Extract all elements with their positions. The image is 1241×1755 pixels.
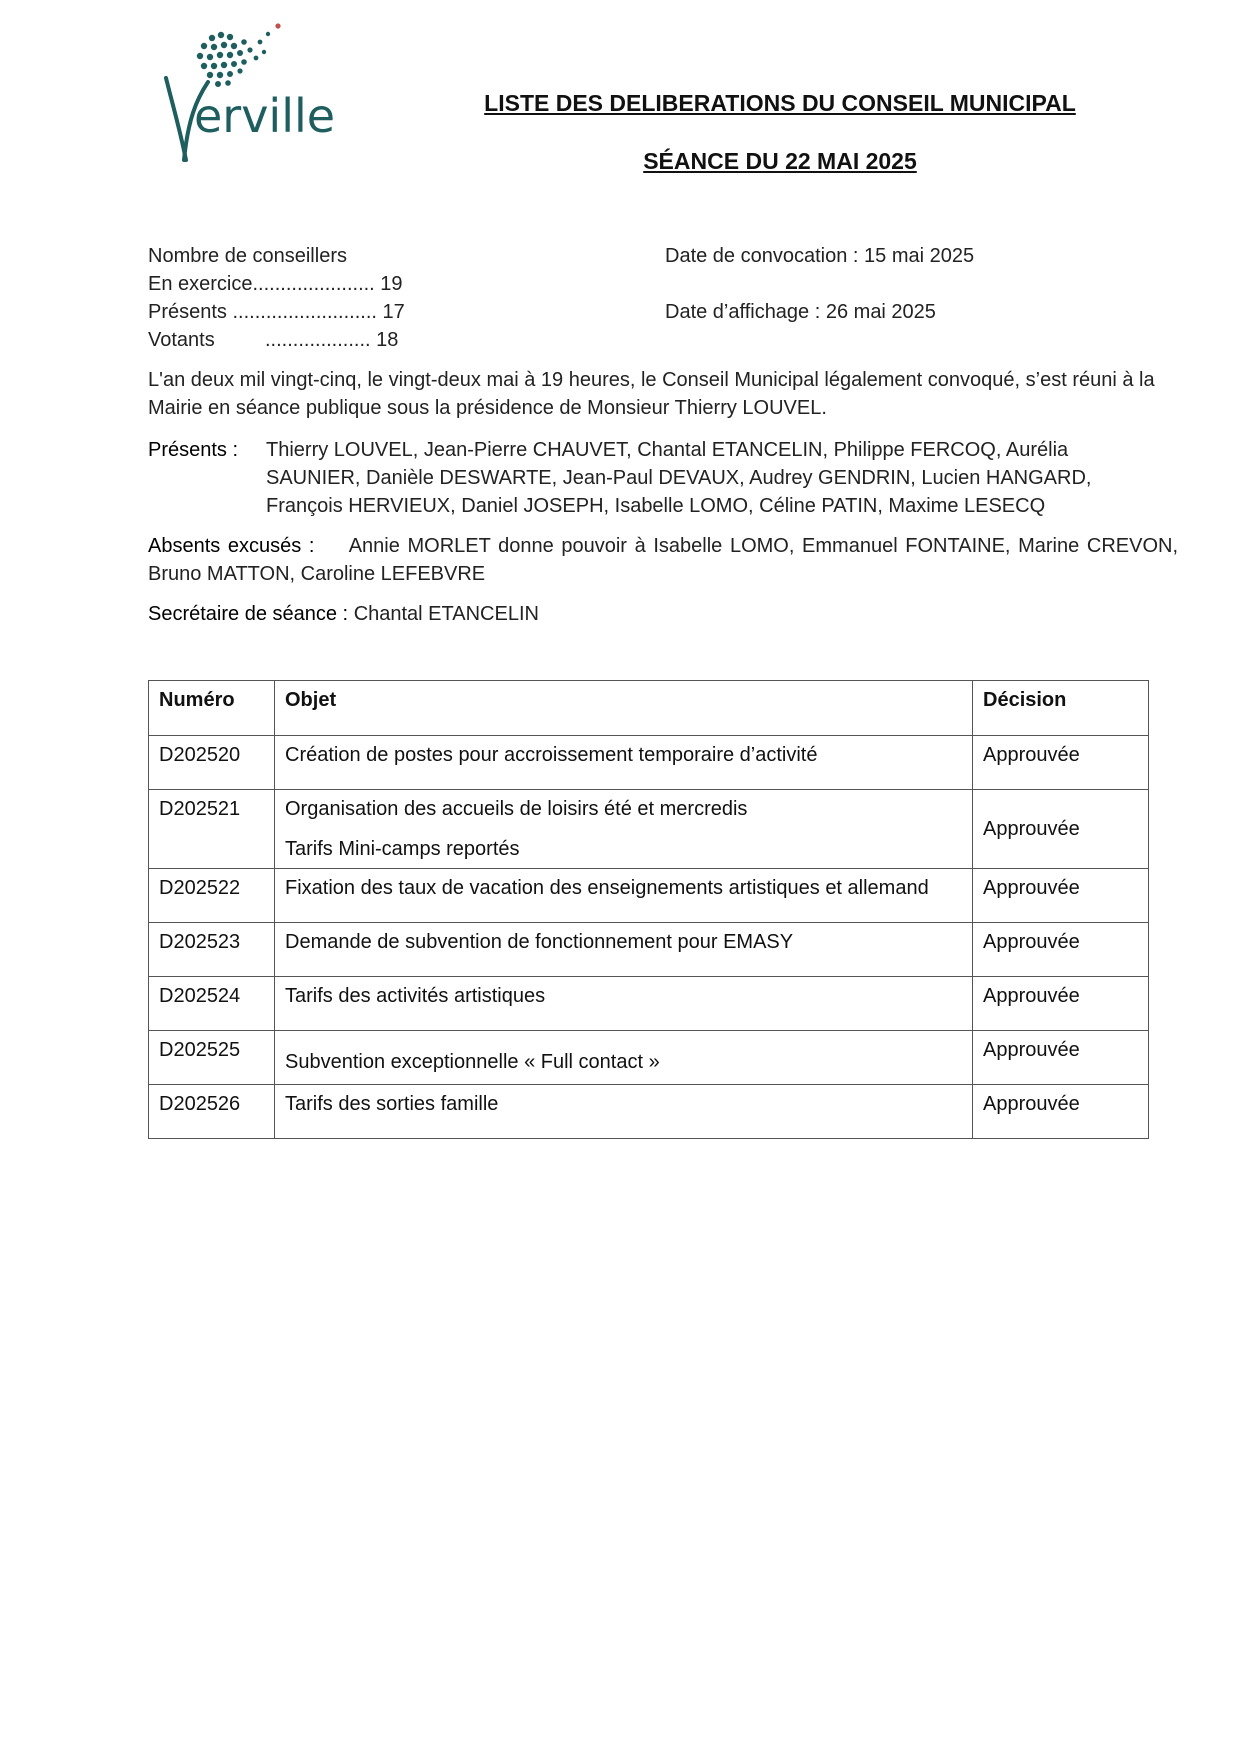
- cell-numero: D202525: [149, 1031, 275, 1085]
- counts-heading: Nombre de conseillers: [148, 245, 347, 267]
- cell-numero: D202521: [149, 790, 275, 869]
- cell-objet: Création de postes pour accroissement temporaire d’activité: [275, 736, 973, 790]
- absents-names: Annie MORLET donne pouvoir à Isabelle LOMO, Emmanuel FONTAINE, Marine CREVON, Bruno MATTON, Caroline LEFEBVRE: [148, 535, 1179, 585]
- header-decision: Décision: [973, 681, 1149, 736]
- cell-decision: Approuvée: [973, 977, 1149, 1031]
- presents-label: Présents :: [148, 439, 239, 461]
- intro-paragraph: L'an deux mil vingt-cinq, le vingt-deux mai à 19 heures, le Conseil Municipal légalement convoqué, s’est réuni à la Mairie en séance publique sous la présidence de Monsieur Thierry LOUVEL.: [148, 369, 1155, 419]
- cell-objet: Demande de subvention de fonctionnement pour EMASY: [275, 923, 973, 977]
- cell-objet: [275, 790, 973, 869]
- tree-logo-icon: [160, 20, 360, 185]
- cell-numero: D202523: [149, 923, 275, 977]
- header-objet: Objet: [275, 681, 973, 736]
- logo-wordmark: erville: [194, 89, 336, 143]
- table-row: [149, 1031, 1149, 1085]
- cell-objet: Fixation des taux de vacation des enseignements artistiques et allemand: [275, 869, 973, 923]
- cell-numero: D202522: [149, 869, 275, 923]
- table-header-row: [149, 681, 1149, 736]
- cell-decision: Approuvée: [973, 736, 1149, 790]
- secretaire-block: [148, 600, 539, 628]
- cell-decision: Approuvée: [973, 790, 1149, 869]
- session-title: SÉANCE DU 22 MAI 2025: [643, 148, 917, 174]
- date-convocation: Date de convocation : 15 mai 2025: [665, 245, 975, 267]
- table-row: [149, 923, 1149, 977]
- cell-numero: D202520: [149, 736, 275, 790]
- cell-objet-text: Subvention exceptionnelle « Full contact »: [285, 1051, 660, 1073]
- absents-block: [148, 532, 1178, 588]
- table-row: [149, 977, 1149, 1031]
- cell-objet: [275, 1031, 973, 1085]
- count-votants-label: Votants: [148, 329, 215, 351]
- header-numero: Numéro: [149, 681, 275, 736]
- cell-objet: Tarifs des sorties famille: [275, 1085, 973, 1139]
- date-affichage: Date d’affichage : 26 mai 2025: [665, 301, 936, 323]
- cell-decision: Approuvée: [973, 1085, 1149, 1139]
- count-presents: Présents .......................... 17: [148, 301, 405, 323]
- yerville-logo: [160, 20, 360, 185]
- page-title: LISTE DES DELIBERATIONS DU CONSEIL MUNICIPAL: [484, 90, 1076, 116]
- count-votants-value: ................... 18: [265, 329, 399, 351]
- presents-names: Thierry LOUVEL, Jean-Pierre CHAUVET, Chantal ETANCELIN, Philippe FERCOQ, Aurélia SAUNIER, Danièle DESWARTE, Jean-Paul DEVAUX, Audrey GENDRIN, Lucien HANGARD, François HERVIEUX, Daniel JOSEPH, Isabelle LOMO, Céline PATIN, Maxime LESECQ: [266, 439, 1092, 517]
- cell-objet-line1: Organisation des accueils de loisirs été et mercredis: [285, 798, 748, 820]
- cell-decision: Approuvée: [973, 923, 1149, 977]
- cell-decision: Approuvée: [973, 1031, 1149, 1085]
- table-row: [149, 1085, 1149, 1139]
- absents-label: Absents excusés :: [148, 535, 315, 557]
- secretaire-label: Secrétaire de séance :: [148, 603, 349, 625]
- cell-objet-line2: Tarifs Mini-camps reportés: [285, 838, 520, 860]
- table-row: [149, 869, 1149, 923]
- table-row: [149, 736, 1149, 790]
- cell-numero: D202526: [149, 1085, 275, 1139]
- deliberations-table: [148, 680, 1149, 1139]
- cell-objet: Tarifs des activités artistiques: [275, 977, 973, 1031]
- cell-numero: D202524: [149, 977, 275, 1031]
- cell-decision: Approuvée: [973, 869, 1149, 923]
- count-en-exercice: En exercice...................... 19: [148, 273, 403, 295]
- secretaire-name: Chantal ETANCELIN: [353, 603, 539, 625]
- table-row: [149, 790, 1149, 869]
